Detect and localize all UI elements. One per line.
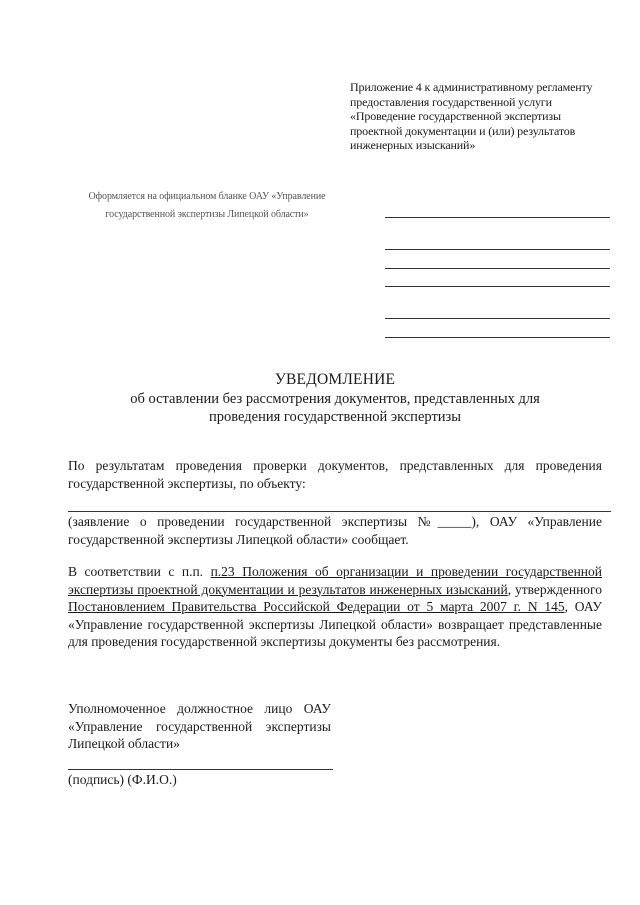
signature-caption: (подпись) (Ф.И.О.) xyxy=(68,772,177,787)
authorized-official: Уполномоченное должностное лицо ОАУ «Управление государственной экспертизы Липецкой области» xyxy=(68,701,331,751)
paragraph-object-intro: По результатам проведения проверки документов, представленных для проведения государственной экспертизы, по объекту: xyxy=(68,458,602,491)
addressee-line-5 xyxy=(385,318,610,319)
official-blank-note: Оформляется на официальном бланке ОАУ «Управление государственной экспертизы Липецкой области» xyxy=(88,191,326,220)
government-decree-link[interactable]: Постановлением Правительства Российской Федерации от 5 марта 2007 г. N 145 xyxy=(68,599,565,614)
addressee-line-6 xyxy=(385,337,610,338)
signature-line xyxy=(68,769,333,770)
object-name-line xyxy=(68,511,611,512)
legal-basis-prefix: В соответствии с п.п. xyxy=(68,564,211,579)
legal-basis-mid: , утвержденного xyxy=(507,581,602,597)
addressee-line-1 xyxy=(385,217,610,218)
notice-title: УВЕДОМЛЕНИЕ xyxy=(274,371,396,388)
notice-heading xyxy=(60,371,610,426)
addressee-line-3 xyxy=(385,268,610,269)
addressee-line-2 xyxy=(385,249,610,250)
addressee-line-4 xyxy=(385,286,610,287)
paragraph-application-reference: (заявление о проведении государственной экспертизы №_____), ОАУ «Управление государственной экспертизы Липецкой области» сообщает. xyxy=(68,514,602,547)
notice-subtitle: об оставлении без рассмотрения документов, представленных для проведения государственной экспертизы xyxy=(130,391,540,425)
appendix-reference: Приложение 4 к административному регламенту предоставления государственной услуги «Проведение государственной экспертизы проектной документации и (или) результатов инженерных изысканий» xyxy=(350,80,593,152)
regulation-link[interactable]: п.23 Положения об организации и проведении государственной экспертизы проектной документации и результатов инженерных изысканий xyxy=(68,564,602,597)
paragraph-legal-basis xyxy=(68,563,602,651)
legal-basis-suffix: , ОАУ «Управление государственной экспертизы Липецкой области» возвращает представленные для проведения государственной экспертизы документы без рассмотрения. xyxy=(68,599,602,649)
